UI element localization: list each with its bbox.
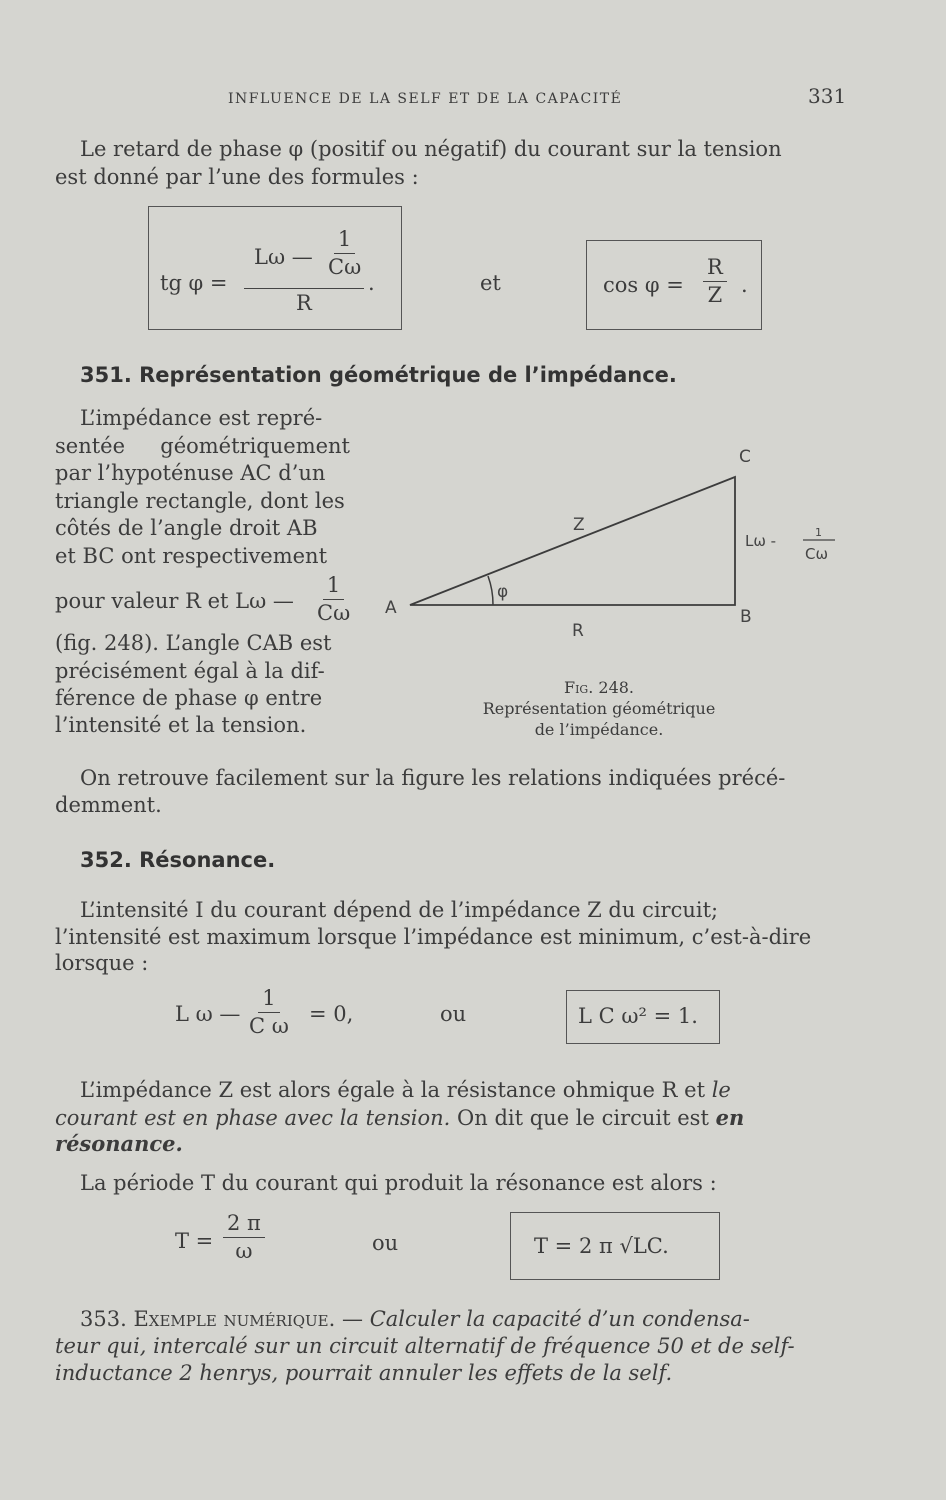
label-Lw: Lω - — [745, 532, 777, 550]
para-353-line-2: teur qui, intercalé sur un circuit alternatif de fréquence 50 et de self- — [55, 1334, 795, 1358]
p2-l2-italic-bold: en — [715, 1105, 745, 1130]
heading-351: 351. Représentation géométrique de l’impédance. — [80, 363, 677, 387]
para-352-p2-line-3: résonance. — [55, 1131, 183, 1156]
after-fig-line-1: On retrouve facilement sur la figure les relations indiquées précé- — [80, 766, 786, 790]
tangent-num-left: Lω — — [254, 245, 313, 269]
para-351-line-0: L’impédance est repré- — [80, 406, 323, 430]
cosine-dot: . — [741, 273, 748, 297]
valeur-text: pour valeur R et Lω — — [55, 589, 294, 613]
intro-line-1: Le retard de phase φ (positif ou négatif) du courant sur la tension — [80, 137, 782, 161]
period-eq-den: ω — [235, 1239, 253, 1263]
figure-248 — [375, 440, 855, 640]
para-351-line-9: l’intensité et la tension. — [55, 713, 307, 737]
label-Cw: Cω — [805, 545, 829, 563]
s353-title: Exemple numérique. — [133, 1307, 336, 1331]
tangent-denominator: R — [296, 291, 312, 315]
res-eq-boxed: L C ω² = 1. — [578, 1004, 698, 1028]
res-eq-fraction — [249, 985, 289, 1040]
p2-l1-italic: le — [711, 1078, 731, 1102]
para-353-line-3: inductance 2 henrys, pourrait annuler les effets de la self. — [55, 1361, 673, 1385]
para-352-line-1: l’intensité est maximum lorsque l’impédance est minimum, c’est-à-dire — [55, 925, 812, 949]
cosine-den: Z — [707, 283, 723, 307]
label-R: R — [572, 621, 584, 640]
res-eq-separator: ou — [440, 1002, 467, 1026]
label-one: 1 — [815, 526, 822, 539]
period-eq-boxed: T = 2 π √LC. — [534, 1234, 669, 1258]
tangent-inner-fraction — [328, 226, 361, 281]
figure-caption-number: Fig. 248. — [563, 678, 635, 697]
tangent-dot: . — [368, 271, 375, 295]
after-fig-line-2: demment. — [55, 793, 162, 817]
valeur-one: 1 — [323, 572, 344, 600]
cosine-fraction — [703, 254, 727, 309]
tangent-inner-one: 1 — [334, 226, 355, 254]
para-353-line-1 — [80, 1306, 750, 1333]
res-eq-cw: C ω — [249, 1014, 289, 1038]
intro-line-2: est donné par l’une des formules : — [55, 165, 419, 189]
para-352-p3: La période T du courant qui produit la résonance est alors : — [80, 1171, 717, 1195]
valeur-fraction — [317, 572, 350, 627]
res-eq-one: 1 — [258, 985, 279, 1013]
heading-352: 352. Résonance. — [80, 848, 276, 872]
para-351-line-7: précisément égal à la dif- — [55, 659, 325, 683]
label-C: C — [739, 447, 751, 467]
para-352-p2-line-1 — [80, 1077, 731, 1104]
label-phi: φ — [497, 582, 509, 602]
p2-l1-normal: L’impédance Z est alors égale à la résistance ohmique R et — [80, 1078, 706, 1102]
para-351-line-8: férence de phase φ entre — [55, 686, 323, 710]
tangent-inner-cw: Cω — [328, 255, 362, 279]
page-number: 331 — [808, 84, 847, 108]
para-351-line-4: côtés de l’angle droit AB — [55, 516, 318, 540]
s353-num: 353. — [80, 1307, 127, 1331]
s353-dash: — — [342, 1307, 363, 1331]
period-eq-separator: ou — [372, 1231, 399, 1255]
running-header: INFLUENCE DE LA SELF ET DE LA CAPACITÉ — [228, 91, 623, 107]
tangent-main-bar — [244, 288, 364, 289]
cosine-num: R — [703, 254, 727, 282]
p2-l2-normal: On dit que le circuit est — [457, 1106, 709, 1130]
para-352-p2-line-2 — [55, 1104, 744, 1132]
res-eq-right: = 0, — [309, 1002, 354, 1026]
para-351-line-2: par l’hypoténuse AC d’un — [55, 461, 326, 485]
formula-separator-et: et — [480, 271, 501, 295]
tangent-numerator — [254, 244, 313, 271]
para-351-line-5: et BC ont respectivement — [55, 544, 328, 568]
para-352-line-0: L’intensité I du courant dépend de l’impédance Z du circuit; — [80, 898, 719, 922]
tangent-lhs: tg φ = — [160, 271, 228, 295]
label-A: A — [385, 598, 397, 618]
figure-caption-line-1: Représentation géométrique — [482, 699, 716, 718]
period-eq-left: T = — [175, 1229, 214, 1253]
para-352-line-2: lorsque : — [55, 951, 149, 975]
para-351-line-6: (fig. 248). L’angle CAB est — [55, 631, 332, 655]
cosine-lhs: cos φ = — [603, 273, 684, 297]
p2-l2-italic: courant est en phase avec la tension. — [55, 1106, 451, 1130]
phi-angle-arc — [488, 576, 493, 605]
period-eq-num: 2 π — [223, 1210, 265, 1238]
para-351-line-3: triangle rectangle, dont les — [55, 489, 345, 513]
impedance-triangle — [410, 477, 735, 605]
label-B: B — [740, 607, 752, 627]
figure-caption-line-2: de l’impédance. — [534, 720, 664, 739]
para-351-line-1: sentée géométriquement — [55, 434, 350, 458]
s353-line1: Calculer la capacité d’un condensa- — [369, 1307, 750, 1331]
valeur-cw: Cω — [317, 601, 351, 625]
res-eq-left: L ω — — [175, 1002, 241, 1026]
label-Z: Z — [573, 515, 585, 535]
period-eq-fraction — [223, 1210, 265, 1265]
